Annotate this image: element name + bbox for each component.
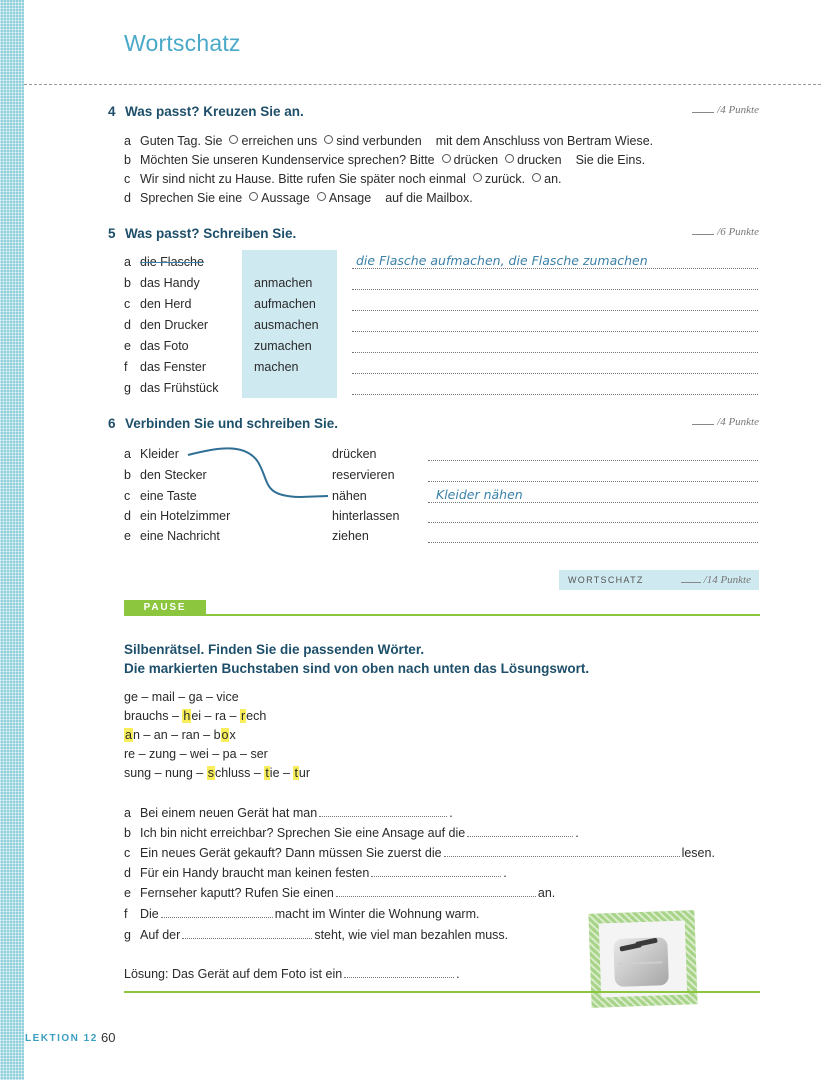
sentence-d: d Für ein Handy braucht man keinen festen . xyxy=(124,866,507,880)
verb-word: drücken xyxy=(332,447,377,461)
task-5-title: 5 Was passt? Schreiben Sie. xyxy=(108,226,297,241)
verb-word: aufmachen xyxy=(254,297,316,311)
verb-word: anmachen xyxy=(254,276,313,290)
verb-word: nähen xyxy=(332,489,367,503)
sentence-e: e Fernseher kaputt? Rufen Sie einen an. xyxy=(124,886,556,900)
answer-blank[interactable] xyxy=(444,846,680,857)
task-5-item-b: b das Handy xyxy=(124,276,200,290)
total-label: WORTSCHATZ xyxy=(568,575,644,585)
verb-word: ausmachen xyxy=(254,318,319,332)
task-5-item-f: f das Fenster xyxy=(124,360,207,374)
sentence-f: f Die macht im Winter die Wohnung warm. xyxy=(124,907,480,921)
task-6-item-b: b den Stecker xyxy=(124,468,207,482)
pause-tag: PAUSE xyxy=(124,600,206,615)
task-title-text: Was passt? Kreuzen Sie an. xyxy=(125,104,304,119)
handwritten-example-answer: die Flasche aufmachen, die Flasche zumachen xyxy=(356,253,648,268)
sentence-g: g Auf der steht, wie viel man bezahlen muss. xyxy=(124,928,509,942)
task-4-item-a: a Guten Tag. Sie erreichen uns sind verbunden mit dem Anschluss von Bertram Wiese. xyxy=(124,134,654,148)
task-6-title: 6 Verbinden Sie und schreiben Sie. xyxy=(108,416,339,431)
answer-line[interactable] xyxy=(428,542,758,543)
task-number: 4 xyxy=(108,104,116,119)
task-4-item-d: d Sprechen Sie eine Aussage Ansage auf die Mailbox. xyxy=(124,191,473,205)
handwritten-example-answer: Kleider nähen xyxy=(436,487,523,502)
task-6-item-e: e eine Nachricht xyxy=(124,529,220,543)
task-6-item-d: d ein Hotelzimmer xyxy=(124,509,231,523)
sentence-a: a Bei einem neuen Gerät hat man . xyxy=(124,806,453,820)
task-5-item-e: e das Foto xyxy=(124,339,189,353)
task-4-item-b: b Möchten Sie unseren Kundenservice sprechen? Bitte drücken drucken Sie die Eins. xyxy=(124,153,646,167)
syllable-row: an – an – ran – box xyxy=(125,728,236,742)
verb-word: reservieren xyxy=(332,468,395,482)
total-points: /14 Punkte xyxy=(681,570,751,590)
answer-blank[interactable] xyxy=(161,907,273,918)
syllable-row: sung – nung – schluss – tie – tur xyxy=(124,766,311,780)
answer-blank[interactable] xyxy=(371,866,501,877)
answer-blank[interactable] xyxy=(467,826,573,837)
pause-heading-2: Die markierten Buchstaben sind von oben nach unten das Lösungswort. xyxy=(124,661,590,676)
task-5-item-g: g das Frühstück xyxy=(124,381,219,395)
pause-heading-1: Silbenrätsel. Finden Sie die passenden Wörter. xyxy=(124,642,425,657)
solution-line: Lösung: Das Gerät auf dem Foto ist ein . xyxy=(124,967,460,981)
answer-blank[interactable] xyxy=(336,886,536,897)
syllable-row: brauchs – hei – ra – rech xyxy=(124,709,267,723)
answer-line[interactable] xyxy=(428,502,758,503)
verb-word: machen xyxy=(254,360,299,374)
footer-lektion-label: LEKTION 12 xyxy=(25,1033,98,1044)
answer-line[interactable] xyxy=(428,460,758,461)
verb-word: ziehen xyxy=(332,529,369,543)
page-section-title: Wortschatz xyxy=(124,30,241,56)
syllable-row: re – zung – wei – pa – ser xyxy=(124,747,268,761)
toaster-icon xyxy=(599,921,688,998)
solution-blank[interactable] xyxy=(344,967,454,978)
syllable-row: ge – mail – ga – vice xyxy=(124,690,239,704)
verb-word: hinterlassen xyxy=(332,509,400,523)
total-points-box xyxy=(559,570,759,590)
pause-bottom-divider xyxy=(124,991,760,993)
sentence-b: b Ich bin nicht erreichbar? Sprechen Sie eine Ansage auf die . xyxy=(124,826,579,840)
answer-line[interactable] xyxy=(428,481,758,482)
task-6-points: /4 Punkte xyxy=(692,416,759,428)
sentence-c: c Ein neues Gerät gekauft? Dann müssen Sie zuerst die lesen. xyxy=(124,846,715,860)
task-4-item-c: c Wir sind nicht zu Hause. Bitte rufen Sie später noch einmal zurück. an. xyxy=(124,172,562,186)
answer-blank[interactable] xyxy=(182,928,312,939)
task-5-item-c: c den Herd xyxy=(124,297,192,311)
answer-line[interactable] xyxy=(428,522,758,523)
task-5-item-d: d den Drucker xyxy=(124,318,209,332)
task-6-item-a: a Kleider xyxy=(124,447,179,461)
task-6-item-c: c eine Taste xyxy=(124,489,197,503)
page-number: 60 xyxy=(101,1030,116,1045)
answer-blank[interactable] xyxy=(319,806,447,817)
crossed-out-word: die Flasche xyxy=(140,255,204,269)
pause-divider xyxy=(124,614,760,616)
task-5-points: /6 Punkte xyxy=(692,226,759,238)
task-5-item-a: a die Flasche xyxy=(124,255,204,269)
verb-word: zumachen xyxy=(254,339,312,353)
toaster-photo xyxy=(588,910,697,1008)
task-4-points: /4 Punkte xyxy=(692,104,759,116)
